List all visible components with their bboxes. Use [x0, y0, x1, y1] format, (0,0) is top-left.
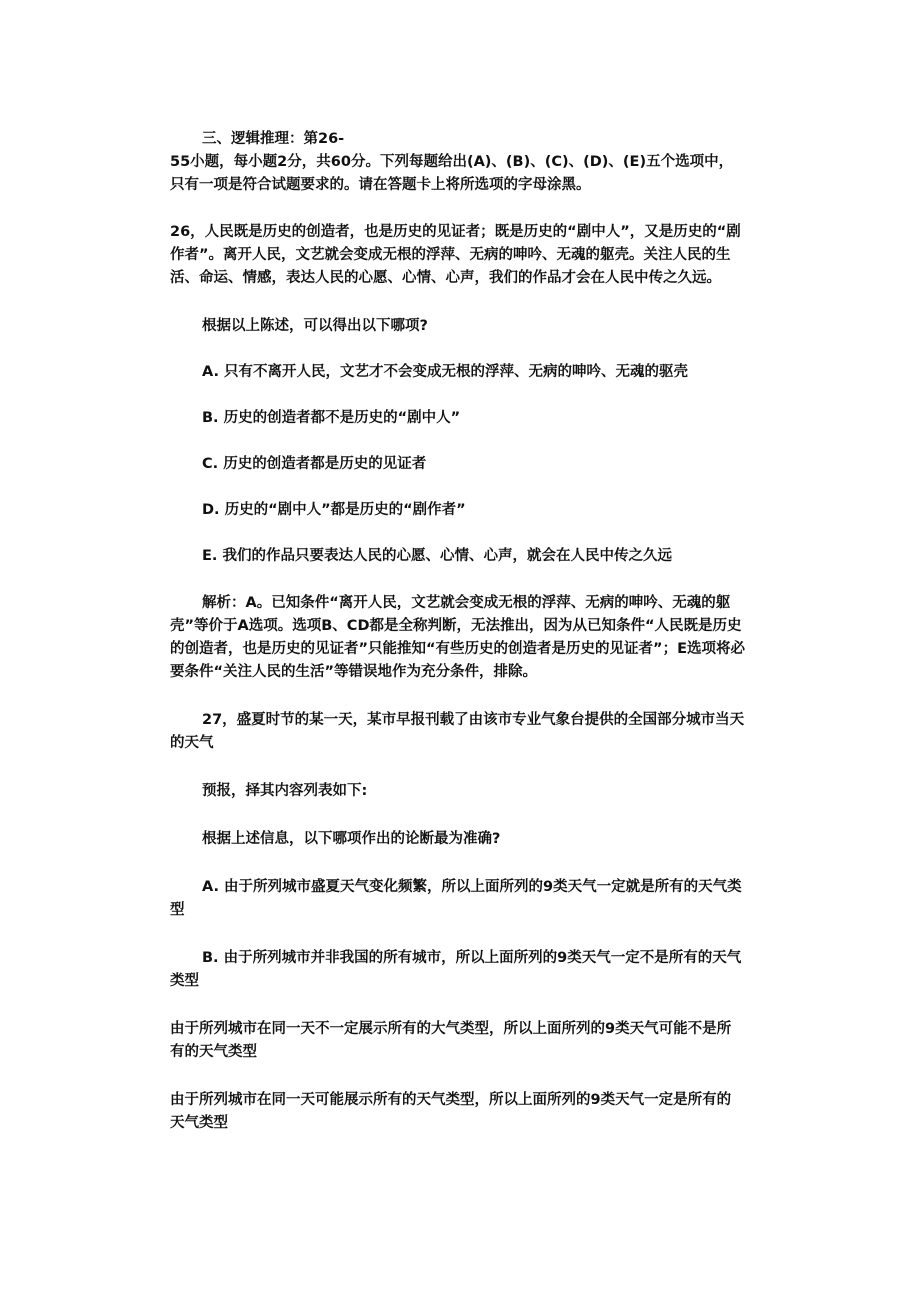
- q26-option-c: C. 历史的创造者都是历史的见证者: [202, 456, 427, 472]
- q26-option-b: B. 历史的创造者都不是历史的“剧中人”: [202, 410, 461, 426]
- document-page: [170, 128, 745, 1135]
- q27-option-c: 由于所列城市在同一天不一定展示所有的大气类型，所以上面所列的9类天气可能不是所有的天气类型: [170, 1021, 732, 1060]
- q26-option-a: A. 只有不离开人民，文艺才不会变成无根的浮萍、无病的呻吟、无魂的驱壳: [202, 364, 689, 380]
- q27-option-b: B. 由于所列城市并非我国的所有城市，所以上面所列的9类天气一定不是所有的天气类型: [170, 950, 742, 989]
- q27-option-d: 由于所列城市在同一天可能展示所有的天气类型，所以上面所列的9类天气一定是所有的天气类型: [170, 1092, 732, 1131]
- q27-stem: 27，盛夏时节的某一天，某市早报刊载了由该市专业气象台提供的全国部分城市当天的天气: [170, 712, 745, 751]
- section-instructions: 55小题，每小题2分，共60分。下列每题给出(A)、(B)、(C)、(D)、(E)五个选项中，只有一项是符合试题要求的。请在答题卡上将所选项的字母涂黑。: [170, 154, 734, 193]
- q27-question: 根据上述信息，以下哪项作出的论断最为准确?: [202, 831, 501, 847]
- q26-stem: 26，人民既是历史的创造者，也是历史的见证者；既是历史的“剧中人”，又是历史的“剧作者”。离开人民，文艺就会变成无根的浮萍、无病的呻吟、无魂的躯壳。关注人民的生活、命运、情感，表达人民的心愿、心情、心声，我们的作品才会在人民中传之久远。: [170, 224, 741, 286]
- q27-option-a: A. 由于所列城市盛夏天气变化频繁，所以上面所列的9类天气一定就是所有的天气类型: [170, 879, 742, 918]
- q27-stem-continued: 预报，择其内容列表如下:: [202, 783, 368, 799]
- q26-option-d: D. 历史的“剧中人”都是历史的“剧作者”: [202, 502, 466, 518]
- q26-analysis: 解析：A。已知条件“离开人民，文艺就会变成无根的浮萍、无病的呻吟、无魂的躯壳”等价于A选项。选项B、CD都是全称判断，无法推出，因为从已知条件“人民既是历史的创造者，也是历史的见证者”只能推知“有些历史的创造者是历史的见证者”；E选项将必要条件“关注人民的生活”等错误地作为充分条件，排除。: [170, 595, 745, 680]
- q26-option-e: E. 我们的作品只要表达人民的心愿、心情、心声，就会在人民中传之久远: [202, 548, 672, 564]
- section-header: 三、逻辑推理：第26-: [202, 131, 345, 147]
- q26-question: 根据以上陈述，可以得出以下哪项?: [202, 318, 428, 334]
